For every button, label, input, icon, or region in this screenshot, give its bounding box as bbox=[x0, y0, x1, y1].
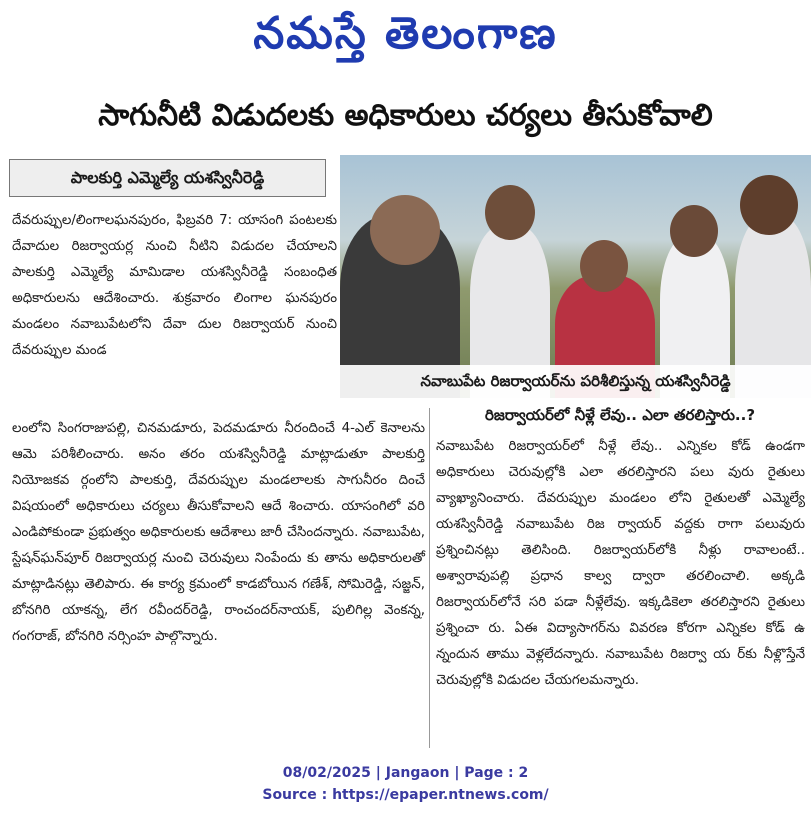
article-headline: సాగునీటి విడుదలకు అధికారులు చర్యలు తీసుకోవాలి bbox=[98, 98, 713, 133]
footer-date-line: 08/02/2025 | Jangaon | Page : 2 bbox=[282, 765, 529, 781]
news-photo bbox=[340, 155, 811, 398]
article-body-right: నవాబుపేట రిజర్వాయర్‌లో నీళ్లే లేవు.. ఎన్నికల కోడ్ ఉండగా అధికారులు చెరువుల్లోకి ఎలా తరలిస్తారని పలు వురు రైతులు వ్యాఖ్యానించారు. దేవరుప్పుల మండలం లోని రైతులతో ఎమ్మెల్యే యశస్వినీరెడ్డి నవాబుపేట రిజ ర్వాయర్ వద్దకు రాగా పలువురు ప్రశ్నించినట్లు తెలిసింది. రిజర్వాయర్‌లోకి నీళ్లు రావాలంటే.. అశ్వారావుపల్లి ప్రధాన కాల్వ ద్వారా తరలించాలి. అక్కడి రిజర్వాయర్‌లోనే సరి పడా నీళ్లేలేవు. ఇక్కడికెలా తరలిస్తారని రైతులు ప్రశ్నించా రు. ఏఈ విద్యాసాగర్‌ను వివరణ కోరగా ఎన్నికల కోడ్ ఉ న్నందున తాము వెళ్లలేదన్నారు. నవాబుపేట రిజర్వా య ర్‌కు నీళ్లొస్తేనే చెరువుల్లోకి విడుదల చేయగలమన్నారు. bbox=[436, 439, 805, 688]
article-subhead: పాలకుర్తి ఎమ్మెల్యే యశస్వినీరెడ్డి bbox=[9, 159, 326, 197]
footer-source-line: Source : https://epaper.ntnews.com/ bbox=[262, 787, 549, 803]
article-body-left: దేవరుప్పుల/లింగాలఘనపురం, ఫిబ్రవరి 7: యాసంగి పంటలకు దేవాదుల రిజర్వాయర్ల నుంచి నీటిని విడుదల చేయాలని పాలకుర్తి ఎమ్మెల్యే మామిడాల యశస్వినీరెడ్డి సంబంధిత అధికారులను ఆదేశించారు. శుక్రవారం లింగాల ఘనపురం మండలం నవాబుపేటలోని దేవా దుల రిజర్వాయర్ నుంచి దేవరుప్పుల మండ bbox=[12, 213, 337, 358]
photo-caption: నవాబుపేట రిజర్వాయర్‌ను పరిశీలిస్తున్న యశస్వినీరెడ్డి bbox=[340, 365, 811, 398]
right-column-subhead: రిజర్వాయర్‌లో నీళ్లే లేవు.. ఎలా తరలిస్తారు..? bbox=[484, 406, 756, 424]
article-body-left-continued: లంలోని సింగరాజుపల్లి, చినమడూరు, పెదమడూరు నీరందించే 4-ఎల్ కెనాలను ఆమె పరిశీలించారు. అనం తరం యశస్వినీరెడ్డి మాట్లాడుతూ పాలకుర్తి నియోజకవ ర్గంలోని పాలకుర్తి, దేవరుప్పుల మండలాలకు సాగునీరం దించే విషయంలో అధికారులు చర్యలు తీసుకోవాలని ఆదే శించారు. యాసంగిలో వరి ఎండిపోకుండా ప్రభుత్వం అధికారులకు ఆదేశాలు జారీ చేసిందన్నారు. నవాబుపేట, స్టేషన్‌ఘన్‌పూర్ రిజర్వాయర్ల నుంచి చెరువులు నింపేందు కు తాను అధికారులతో మాట్లాడినట్లు తెలిపారు. ఈ కార్య క్రమంలో కాడబోయిన గణేశ్, సోమిరెడ్డి, సజ్జన్, బోనగిరి యాకన్న, లేగ రవీందర్‌రెడ్డి, రాంచందర్‌నాయక్, పులిగిల్ల వెంకన్న, గంగరాజ్, బోనగిరి నర్సింహ పాల్గొన్నారు. bbox=[12, 421, 425, 644]
masthead-logo: నమస్తే తెలంగాణ bbox=[253, 8, 558, 59]
page-footer bbox=[0, 762, 811, 806]
column-divider bbox=[429, 408, 430, 748]
